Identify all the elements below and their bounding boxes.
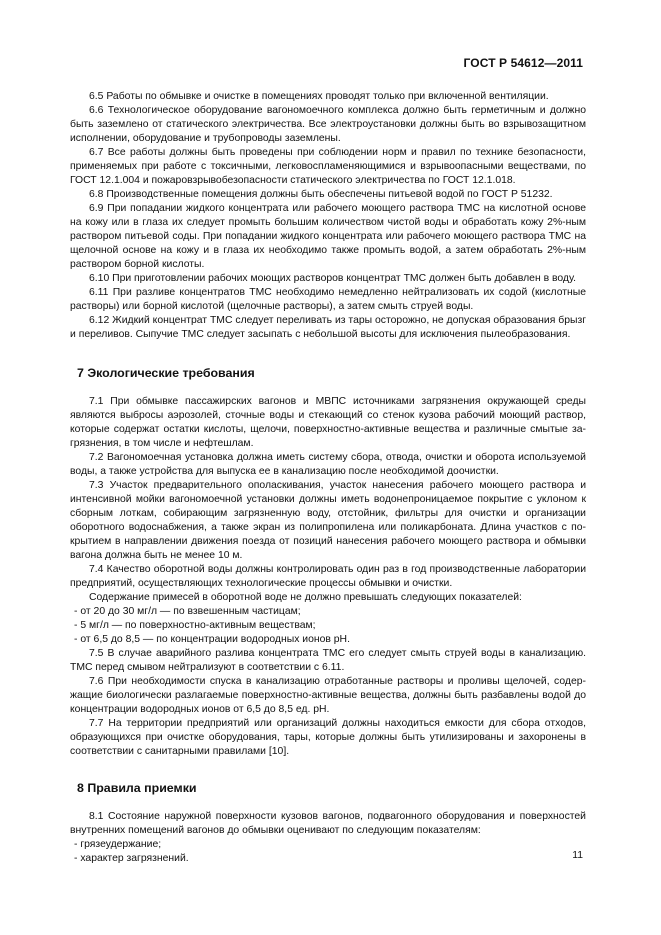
paragraph-7-4-impurities: Содержание примесей в оборотной воде не должно превышать следующих показателей: (89, 592, 522, 603)
paragraph-6-6: 6.6 Технологическое оборудование вагономоечного комплекса должно быть герметичным и должно быть заземлено от статического электричества. Все электроустановки должны быть во взрывозащитном исполнении, оборудование и трубопроводы заземлены. (70, 105, 586, 144)
section-8-title: 8 Правила приемки (77, 781, 197, 795)
paragraph-8-1: 8.1 Состояние наружной поверхности кузовов вагонов, подвагонного оборудования и поверхностей внутренних помещений вагонов до обмывки оценивают по следующим показателям: (70, 811, 586, 836)
document-id-header: ГОСТ Р 54612—2011 (463, 56, 583, 70)
paragraph-6-8: 6.8 Производственные помещения должны быть обеспечены питьевой водой по ГОСТ Р 51232. (89, 189, 553, 200)
page-content (70, 90, 586, 866)
paragraph-6-9: 6.9 При попадании жидкого концентрата или рабочего моющего раствора ТМС на кислотной основе на кожу или в глаза их следует промыть большим количеством чистой воды и обработать кожу 2%-ным раствором питьевой соды. При попадании жидкого концентрата или рабочего моющего раствора ТМС на щелочной основе на кожу и в глаза их необходимо также промыть водой, а затем обработать 2%-ным раствором борной кислоты. (70, 203, 586, 270)
list-item: - от 20 до 30 мг/л — по взвешенным частицам; (74, 606, 301, 617)
paragraph-7-1: 7.1 При обмывке пассажирских вагонов и МВПС источниками загрязнения окружающей среды являются выбросы аэрозолей, сточные воды и стекающий со стенок кузова рабочий моющий раствор, которые содержат остатки кислоты, щелочи, поверхностно-активные вещества и различные смытые загрязнения, в том числе и нефтешлам. (70, 396, 586, 449)
paragraph-6-10: 6.10 При приготовлении рабочих моющих растворов концентрат ТМС должен быть добавлен в воду. (89, 273, 577, 284)
paragraph-6-11: 6.11 При разливе концентратов ТМС необходимо немедленно нейтрализовать их содой (кислотные растворы) или борной кислотой (щелочные растворы), а затем смыть струей воды. (70, 287, 586, 312)
paragraph-7-5: 7.5 В случае аварийного разлива концентрата ТМС его следует смыть струей воды в канализацию. ТМС перед смывом нейтрализуют в соответствии с 6.11. (70, 648, 586, 673)
paragraph-6-7: 6.7 Все работы должны быть проведены при соблюдении норм и правил по технике безопасности, применяемых при работе с токсичными, легковоспламеняющимися и взрывоопасными веществами, по ГОСТ 12.1.004 и пожаровзрывобезопасности статического электричества по ГОСТ 12.1.018. (70, 147, 586, 186)
paragraph-7-4: 7.4 Качество оборотной воды должны контролировать один раз в год производственные лаборатории предприятий, осуществляющих технологические процессы обмывки и очистки. (70, 564, 586, 589)
paragraph-7-2: 7.2 Вагономоечная установка должна иметь систему сбора, отвода, очистки и оборота используемой воды, а также устройства для выпуска ее в канализацию после необходимой доочистки. (70, 452, 586, 477)
list-item: - характер загрязнений. (74, 853, 189, 864)
list-item: - от 6,5 до 8,5 — по концентрации водородных ионов pH. (74, 634, 350, 645)
paragraph-6-5: 6.5 Работы по обмывке и очистке в помещениях проводят только при включенной вентиляции. (89, 91, 549, 102)
page-number: 11 (572, 850, 583, 861)
list-item: - грязеудержание; (74, 839, 162, 850)
list-item: - 5 мг/л — по поверхностно-активным веществам; (74, 620, 316, 631)
section-7-title: 7 Экологические требования (77, 366, 255, 380)
paragraph-7-6: 7.6 При необходимости спуска в канализацию отработанные растворы и проливы щелочей, содержащие биологически разлагаемые поверхностно-активные вещества, должны быть разбавлены водой до концентрации водородных ионов от 6,5 до 8,5 ед. pH. (70, 676, 586, 715)
paragraph-6-12: 6.12 Жидкий концентрат ТМС следует переливать из тары осторожно, не допуская образования брызг и переливов. Сыпучие ТМС следует засыпать с небольшой высоты для исключения пылеобразования. (70, 315, 586, 340)
paragraph-7-7: 7.7 На территории предприятий или организаций должны находиться емкости для сбора отходов, образующихся при очистке оборудования, тары, которые должны быть утилизированы и захоронены в соответствии с санитарными правилами [10]. (70, 718, 586, 757)
paragraph-7-3: 7.3 Участок предварительного ополаскивания, участок нанесения рабочего моющего раствора и интенсивной мойки вагономоечной установки должны иметь водонепроницаемое покрытие с уклоном к сборным лоткам, собирающим загрязненную воду, отстойник, фильтры для очистки и организации оборотного водоснабжения, а также экран из полипропилена или поликарбоната. Длина участков с покрытием в направлении движения поезда от позиций нанесения рабочего моющего раствора и обмывки вагона должна быть не менее 10 м. (70, 480, 586, 561)
